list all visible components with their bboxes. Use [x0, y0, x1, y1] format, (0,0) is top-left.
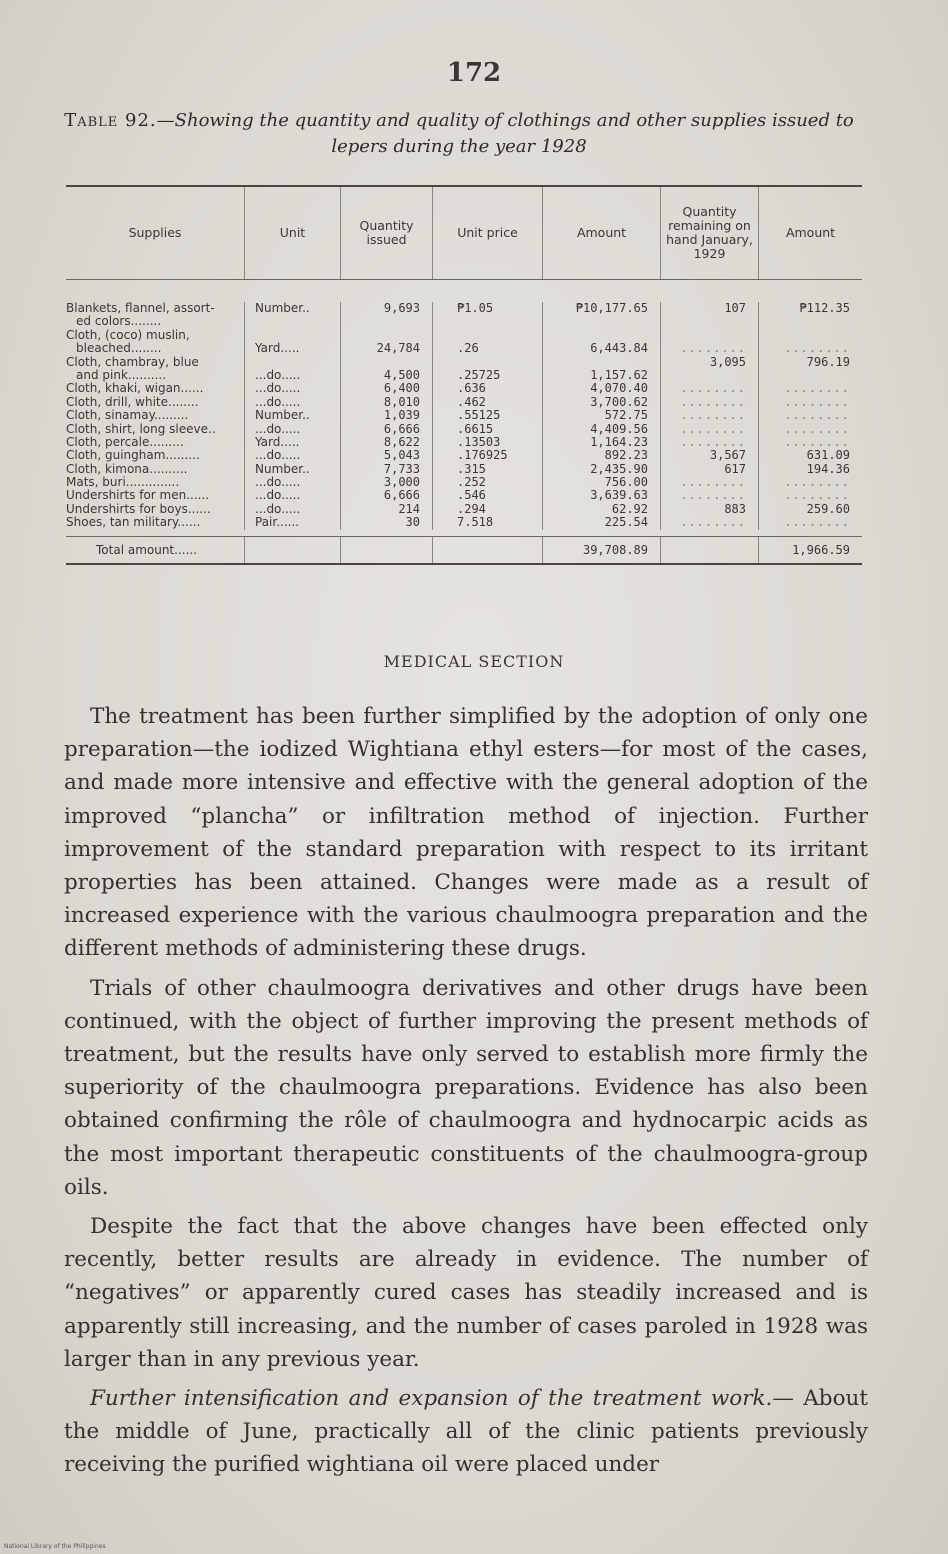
page-number: 172 — [446, 58, 502, 88]
table-cell-price: .636 — [457, 382, 486, 396]
table-cell-supplies: ed colors........ — [76, 315, 162, 329]
table-cell-remaining: ........ — [680, 382, 746, 396]
table-cell-remaining: ........ — [680, 476, 746, 490]
column-quantity-remaining — [660, 302, 758, 530]
table-cell-remaining — [661, 369, 758, 382]
table-cell-supplies: Shoes, tan military...... — [66, 516, 201, 530]
table-cell-supplies: bleached........ — [76, 342, 162, 356]
table-cell-remaining: ........ — [680, 409, 746, 423]
table-cell-amount2: ........ — [784, 409, 850, 423]
column-unit-price — [432, 302, 542, 530]
table-cell-amount: 6,443.84 — [590, 342, 648, 356]
header-unit-price: Unit price — [432, 187, 542, 279]
table-cell-amount2: ........ — [784, 489, 850, 503]
table-cell-remaining: ........ — [680, 342, 746, 356]
table-cell-amount — [543, 329, 660, 342]
table-cell-qty: 7,733 — [383, 462, 420, 476]
table-cell-supplies: Cloth, guingham......... — [66, 449, 200, 463]
table-cell-price: .6615 — [457, 422, 494, 436]
table-cell-price: 7.518 — [457, 516, 494, 530]
table-cell-remaining: 883 — [724, 502, 746, 516]
table-cell-price: .26 — [457, 342, 479, 356]
column-quantity-issued — [340, 302, 432, 530]
table-cell-supplies: Cloth, kimona.......... — [66, 462, 188, 476]
table-cell-amount: 1,164.23 — [590, 435, 648, 449]
paragraph: Trials of other chaulmoogra derivatives and other drugs have been continued, with the object of further improving the present methods of treatment, but the results have only served to establish more firmly the superiority of the chaulmoogra preparations. Evidence has also been obtained confirming the rôle of chaulmoogra and hydnocarpic acids as the most important therapeutic constituents of the chaulmoogra-group oils. — [64, 975, 868, 1200]
header-amount: Amount — [542, 187, 660, 279]
table-cell-qty: 214 — [398, 502, 420, 516]
table-cell-amount: 1,157.62 — [590, 368, 648, 382]
header-quantity-remaining: Quantity remaining on hand January, 1929 — [660, 187, 758, 279]
table-total-row — [66, 536, 862, 565]
table-cell-amount: 756.00 — [604, 476, 648, 490]
table-cell-remaining: 3,095 — [709, 355, 746, 369]
table-cell-qty: 30 — [405, 516, 420, 530]
table-cell-amount2: 194.36 — [806, 462, 850, 476]
total-amount-remaining: 1,966.59 — [758, 537, 862, 563]
table-cell-unit: ...do..... — [255, 395, 301, 409]
table-cell-amount2 — [759, 369, 862, 382]
table-cell-qty — [341, 329, 432, 342]
table-cell-unit: ...do..... — [255, 502, 301, 516]
table-cell-qty: 24,784 — [376, 342, 420, 356]
header-unit: Unit — [244, 187, 340, 279]
table-cell-unit: Number.. — [255, 302, 310, 315]
table-cell-qty: 6,666 — [383, 489, 420, 503]
table-cell-amount2: ........ — [784, 395, 850, 409]
table-cell-amount: ₱10,177.65 — [575, 302, 648, 315]
table-cell-remaining: 107 — [724, 302, 746, 315]
table-cell-unit: ...do..... — [255, 489, 301, 503]
table-cell-remaining: ........ — [680, 435, 746, 449]
body-text — [64, 700, 868, 1482]
table-cell-qty — [341, 356, 432, 369]
table-cell-unit: ...do..... — [255, 422, 301, 436]
table-cell-unit: Number.. — [255, 462, 310, 476]
paragraph-last — [64, 1382, 868, 1482]
table-cell-amount2: 631.09 — [806, 449, 850, 463]
paragraph-text: About the middle of June, practically all of the clinic patients previously receiving the purified wightiana oil were placed under — [64, 1386, 868, 1478]
total-unit-empty — [244, 537, 340, 563]
table-cell-qty: 3,000 — [383, 476, 420, 490]
table-cell-amount: 4,409.56 — [590, 422, 648, 436]
table-cell-price: .55125 — [457, 409, 501, 423]
runin-heading: Further intensification and expansion of the treatment work.— — [90, 1386, 794, 1412]
table-cell-price: .252 — [457, 476, 486, 490]
table-cell-amount: 4,070.40 — [590, 382, 648, 396]
table-cell-price: .546 — [457, 489, 486, 503]
table-cell-unit — [245, 356, 340, 369]
table-cell-amount2: 259.60 — [806, 502, 850, 516]
table-cell-supplies: Cloth, percale......... — [66, 435, 184, 449]
table-cell-price: ₱1.05 — [457, 302, 494, 315]
table-cell-price — [433, 356, 542, 369]
table-cell-remaining: ........ — [680, 516, 746, 530]
table-cell-amount2: ........ — [784, 342, 850, 356]
table-cell-amount: 3,700.62 — [590, 395, 648, 409]
table-cell-amount2: ........ — [784, 516, 850, 530]
header-quantity-issued: Quantity issued — [340, 187, 432, 279]
total-label: Total amount...... — [96, 542, 198, 557]
table-cell-unit: ...do..... — [255, 382, 301, 396]
table-cell-price — [433, 315, 542, 328]
table-cell-unit — [245, 315, 340, 328]
header-supplies: Supplies — [128, 225, 182, 240]
table-cell-remaining: ........ — [680, 489, 746, 503]
footer-note: National Library of the Philippines — [4, 1543, 106, 1550]
table-cell-supplies: Mats, buri.............. — [66, 476, 180, 490]
column-amount-remaining — [758, 302, 862, 530]
table-cell-amount — [543, 315, 660, 328]
table-cell-qty: 1,039 — [383, 409, 420, 423]
header-amount-remaining: Amount — [758, 187, 862, 279]
table-cell-qty: 5,043 — [383, 449, 420, 463]
table-title-caption: —Showing the quantity and quality of clothings and other supplies issued to lepers during the year 1928 — [156, 110, 854, 157]
table-cell-amount: 225.54 — [604, 516, 648, 530]
table-cell-remaining: 3,567 — [709, 449, 746, 463]
table-cell-amount: 62.92 — [611, 502, 648, 516]
table-cell-qty: 6,400 — [383, 382, 420, 396]
table-cell-remaining: ........ — [680, 422, 746, 436]
total-qty-empty — [340, 537, 432, 563]
table-cell-supplies: and pink.......... — [76, 368, 167, 382]
column-supplies — [66, 302, 244, 530]
table-cell-qty: 9,693 — [383, 302, 420, 315]
table-cell-unit: ...do..... — [255, 476, 301, 490]
table-cell-amount2: ........ — [784, 435, 850, 449]
table-cell-remaining — [661, 315, 758, 328]
total-remaining-empty — [660, 537, 758, 563]
table-title — [64, 108, 854, 160]
table-cell-amount2 — [759, 329, 862, 342]
table-cell-price: .462 — [457, 395, 486, 409]
paragraph: Despite the fact that the above changes have been effected only recently, better results are already in evidence. The number of “negatives” or apparently cured cases has steadily increased and is apparently still increasing, and the number of cases paroled in 1928 was larger than in any previous year. — [64, 1214, 868, 1372]
table-cell-remaining: ........ — [680, 395, 746, 409]
table-cell-qty — [341, 315, 432, 328]
section-heading: MEDICAL SECTION — [383, 652, 565, 671]
table-title-label: Table 92. — [64, 110, 157, 131]
table-cell-price: .25725 — [457, 368, 501, 382]
table-cell-amount: 572.75 — [604, 409, 648, 423]
table-cell-price: .294 — [457, 502, 486, 516]
table-cell-amount2: ₱112.35 — [799, 302, 850, 315]
table-cell-amount2: ........ — [784, 382, 850, 396]
column-unit — [244, 302, 340, 530]
table-cell-amount2: 796.19 — [806, 355, 850, 369]
table-cell-supplies: Cloth, shirt, long sleeve.. — [66, 422, 216, 436]
table-cell-remaining — [661, 329, 758, 342]
table-cell-unit: Pair...... — [255, 516, 300, 530]
supplies-table — [66, 185, 862, 565]
table-body — [66, 280, 862, 536]
paragraph: The treatment has been further simplified by the adoption of only one preparation—the iodized Wightiana ethyl esters—for most of the cases, and made more intensive and effective with the general adoption of the improved “plancha” or infiltration method of injection. Further improvement of the standard preparation with respect to its irritant properties has been attained. Changes were made as a result of increased experience with the various chaulmoogra preparation and the different methods of administering these drugs. — [64, 704, 868, 962]
table-cell-price: .176925 — [457, 449, 508, 463]
table-cell-supplies: Undershirts for boys...... — [66, 502, 211, 516]
table-cell-amount: 892.23 — [604, 449, 648, 463]
total-price-empty — [432, 537, 542, 563]
table-cell-unit: ...do..... — [255, 368, 301, 382]
table-cell-remaining: 617 — [724, 462, 746, 476]
table-cell-qty: 8,622 — [383, 435, 420, 449]
total-amount: 39,708.89 — [542, 537, 660, 563]
table-cell-price — [433, 329, 542, 342]
table-cell-amount2: ........ — [784, 422, 850, 436]
table-cell-supplies: Cloth, drill, white........ — [66, 395, 199, 409]
table-cell-unit: Yard..... — [255, 435, 300, 449]
table-cell-unit — [245, 329, 340, 342]
table-cell-amount2 — [759, 315, 862, 328]
table-cell-amount: 2,435.90 — [590, 462, 648, 476]
table-cell-price: .315 — [457, 462, 486, 476]
table-cell-qty: 8,010 — [383, 395, 420, 409]
table-cell-unit: ...do..... — [255, 449, 301, 463]
table-cell-price: .13503 — [457, 435, 501, 449]
table-header-row — [66, 187, 862, 280]
table-cell-supplies: Cloth, chambray, blue — [66, 355, 199, 369]
table-cell-supplies: Cloth, (coco) muslin, — [66, 328, 190, 342]
column-amount — [542, 302, 660, 530]
table-cell-qty: 6,666 — [383, 422, 420, 436]
table-cell-amount: 3,639.63 — [590, 489, 648, 503]
table-cell-unit: Number.. — [255, 409, 310, 423]
table-cell-supplies: Undershirts for men...... — [66, 489, 210, 503]
table-cell-qty: 4,500 — [383, 368, 420, 382]
table-cell-unit: Yard..... — [255, 342, 300, 356]
table-cell-amount2: ........ — [784, 476, 850, 490]
table-cell-supplies: Blankets, flannel, assort- — [66, 302, 215, 315]
table-cell-supplies: Cloth, khaki, wigan...... — [66, 382, 204, 396]
table-cell-supplies: Cloth, sinamay......... — [66, 409, 189, 423]
table-cell-amount — [543, 356, 660, 369]
